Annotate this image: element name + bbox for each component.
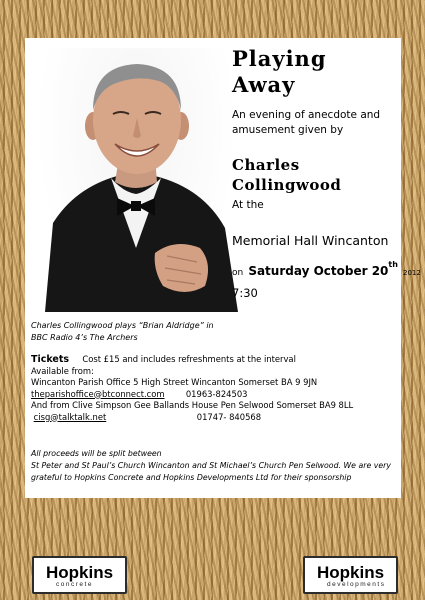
hopkins-concrete-logo-word: Hopkins: [45, 563, 114, 582]
ticket-info: [31, 354, 396, 423]
tickets-line: [31, 354, 396, 366]
hopkins-developments-logo-sub: developments: [327, 581, 386, 588]
second-seller-email-link[interactable]: cisg@talktalk.net: [33, 411, 107, 422]
event-title: [232, 46, 327, 98]
available-from: Available from:: [31, 365, 94, 376]
date-year: 2012: [403, 269, 421, 277]
parish-office-address: Wincanton Parish Office 5 High Street Wincanton Somerset BA 9 9JN: [31, 377, 318, 387]
venue-text: Memorial Hall Wincanton: [232, 233, 389, 248]
portrait-photo: [35, 48, 238, 312]
tickets-label: Tickets: [31, 354, 70, 365]
parish-office-email-link[interactable]: theparishoffice@btconnect.com: [31, 388, 165, 399]
tickets-cost: Cost £15 and includes refreshments at the interval: [82, 354, 296, 364]
contact-row-2: [31, 412, 396, 424]
proceeds-note: [31, 448, 396, 484]
date-prefix: on: [232, 268, 244, 278]
hopkins-concrete-logo-sub: concrete: [56, 581, 93, 588]
second-seller-address: And from Clive Simpson Gee Ballands House Pen Selwood Somerset BA9 8LL: [31, 400, 354, 410]
hopkins-developments-logo-word: Hopkins: [316, 563, 385, 582]
at-the-text: At the: [232, 199, 264, 211]
contact-row-1: [31, 389, 396, 401]
performer-last-name: Collingwood: [232, 176, 342, 194]
lead-text: An evening of anecdote and amusement given by: [232, 109, 381, 136]
proceeds-line-1: All proceeds will be split between: [31, 449, 162, 458]
portrait-illustration: [35, 48, 238, 312]
poster-card: [25, 38, 421, 498]
second-seller-phone: 01747- 840568: [196, 411, 262, 422]
performer-first-name: Charles: [232, 156, 300, 174]
hopkins-concrete-logo: [32, 556, 127, 594]
event-time: 7:30: [232, 286, 258, 300]
proceeds-line-2: St Peter and St Paul’s Church Wincanton and St Michael’s Church Pen Selwood. We are very grateful to Hopkins Concrete and Hopkins Developments Ltd for their sponsorship: [31, 461, 391, 482]
photo-caption: Charles Collingwood plays “Brian Aldridge” in BBC Radio 4’s The Archers: [31, 321, 214, 342]
date-main: Saturday October 20: [248, 264, 389, 278]
performer-name: [232, 155, 341, 195]
event-date: [232, 260, 421, 279]
parish-office-phone: 01963-824503: [185, 388, 248, 399]
date-suffix: th: [388, 260, 398, 269]
hopkins-developments-logo: [303, 556, 398, 594]
title-line-1: Playing: [232, 46, 327, 71]
title-line-2: Away: [232, 72, 296, 97]
